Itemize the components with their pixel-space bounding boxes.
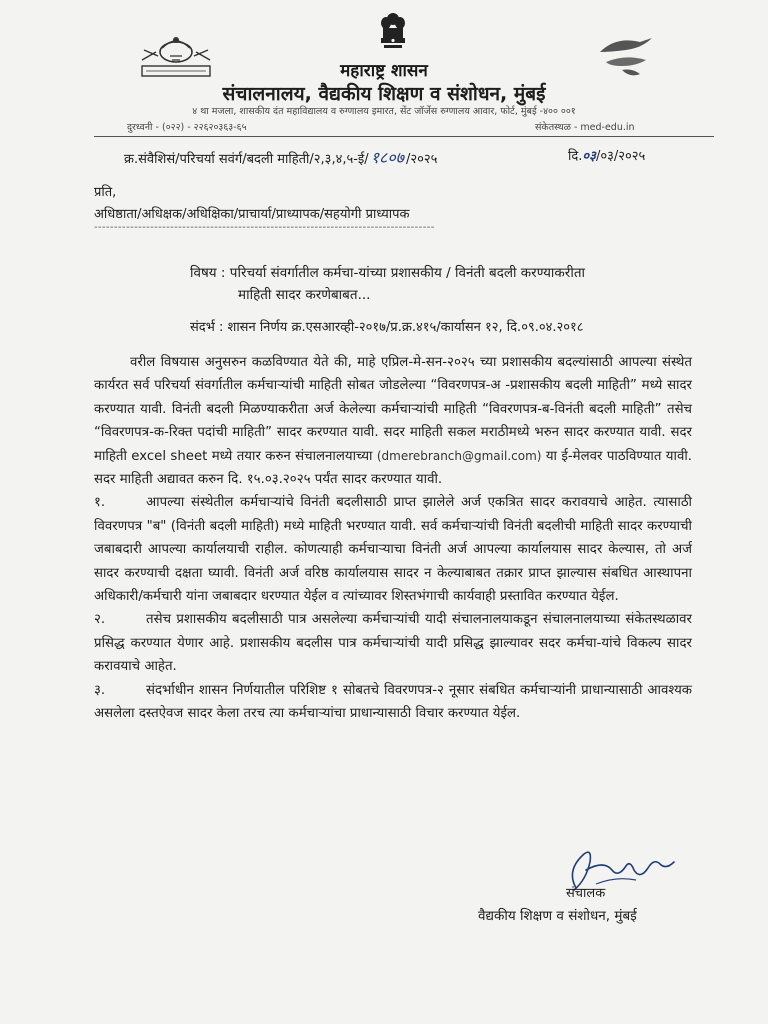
to-label: प्रति, xyxy=(94,185,117,200)
paragraph-1 xyxy=(94,351,692,491)
subject-label: विषय : xyxy=(190,265,226,281)
signatory-department: वैद्यकीय शिक्षण व संशोधन, मुंबई xyxy=(478,908,637,924)
paragraph-1-part-b: या ई-मेलवर पाठविण्यात यावी. सदर माहिती अद्यावत करुन दि. १५.०३.२०२५ पर्यंत सादर करण्यात यावी. xyxy=(94,448,693,488)
item-3-number: ३. xyxy=(94,682,106,698)
letter-body xyxy=(94,351,692,726)
item-2-number: २. xyxy=(94,612,106,628)
date-day: ०३ xyxy=(582,149,596,164)
date-rest: /०३/२०२५ xyxy=(595,149,646,164)
office-address: ४ था मजला, शासकीय दंत महाविद्यालय व रुग्णालय इमारत, सेंट जॉर्जेस रुग्णालय आवार, फोर्ट, मुंबई -४०० ००१ xyxy=(192,106,576,117)
letter-date xyxy=(568,146,645,164)
item-2 xyxy=(94,608,692,678)
date-prefix: दि. xyxy=(568,149,583,164)
item-2-text: तसेच प्रशासकीय बदलीसाठी पात्र असलेल्या कर्मचाऱ्यांची यादी संचालनालयाकडून संचालनालयाच्या संकेतस्थळावर प्रसिद्ध करण्यात येणार आहे. प्रशासकीय बदलीस पात्र कर्मचाऱ्यांची यादी प्रसिद्ध झाल्यावर सदर कर्मचा-यांचे विकल्प सादर करावयाचे आहेत. xyxy=(94,612,692,675)
reference-suffix: /२०२५ xyxy=(405,152,438,167)
reference-number xyxy=(124,146,437,168)
dashed-divider: ------------------------------------------------------------------------------------- xyxy=(94,222,435,233)
item-1-text: आपल्या संस्थेतील कर्मचाऱ्यांचे विनंती बदलीसाठी प्राप्त झालेले अर्ज एकत्रित सादर करावयाचे आहेत. त्यासाठी विवरणपत्र "ब" (विनंती बदली माहिती) मध्ये माहिती भरण्यात यावी. सर्व कर्मचाऱ्यांची विनंती बदलीची माहिती सादर करण्याची जबाबदारी आपल्या कार्यालयाची राहील. कोणत्याही कर्मचाऱ्याचा विनंती अर्ज आपल्या कार्यालयास सादर केल्यास, तो अर्ज सादर करण्याची दक्षता घ्यावी. विनंती अर्ज वरिष्ठ कार्यालयास सादर न केल्याबाबत तक्रार प्राप्त झाल्यास संबधित आस्थापना अधिकारी/कर्मचारी यांना जबाबदार धरण्यात येईल व त्यांच्यावर शिस्तभंगाची कार्यवाही प्रस्तावित करण्यात येईल. xyxy=(94,495,692,605)
subject-line-2: माहिती सादर करणेबाबत... xyxy=(238,287,371,303)
reference-prefix: क्र.संवैशिसं/परिचर्या सवंर्ग/बदली माहिती/२,३,४,५-ई/ xyxy=(124,152,369,167)
item-3-text: संदर्भाधीन शासन निर्णयातील परिशिष्ट १ सोबतचे विवरणपत्र-२ नूसार संबधित कर्मचाऱ्यांनी प्राधान्यासाठी आवश्यक असलेला दस्तऐवज सादर केला तरच त्या कर्मचाऱ्यांचा प्राधान्यासाठी विचार करण्यात येईल. xyxy=(94,682,692,722)
reference-gr: संदर्भ : शासन निर्णय क्र.एसआरव्ही-२०१७/प्र.क्र.४१५/कार्यासन १२, दि.०९.०४.२०१८ xyxy=(190,320,584,335)
item-1 xyxy=(94,491,692,608)
email-address: (dmerebranch@gmail.com) xyxy=(376,448,542,463)
paragraph-1-part-a: वरील विषयास अनुसरुन कळविण्यात येते की, माहे एप्रिल-मे-सन-२०२५ च्या प्रशासकीय बदल्यांसाठी आपल्या संस्थेत कार्यरत सर्व परिचर्या संवर्गातील कर्मचाऱ्यांची माहिती सोबत जोडलेल्या “विवरणपत्र-अ -प्रशासकीय बदली माहिती” मध्ये सादर करण्यात यावी. विनंती बदली मिळण्याकरीता अर्ज केलेल्या कर्मचाऱ्यांची माहिती “विवरणपत्र-ब-विनंती बदली माहिती” तसेच “विवरणपत्र-क-रिक्त पदांची माहिती” सादर करण्यात यावी. सदर माहिती सकल मराठीमध्ये भरुन सादर करण्यात यावी. सदर माहिती excel sheet मध्ये तयार करुन संचालनालयाच्या xyxy=(94,355,692,464)
recipients: अधिष्ठाता/अधिक्षक/अधिक्षिका/प्राचार्या/प्राध्यापक/सहयोगी प्राध्यापक xyxy=(94,207,410,222)
item-3 xyxy=(94,679,692,726)
item-1-number: १. xyxy=(94,495,106,511)
signatory-title: संचालक xyxy=(566,886,606,901)
header-divider xyxy=(94,136,714,137)
phone-number: दुरध्वनी - (०२२) - २२६२०३६३-६५ xyxy=(127,122,247,133)
department-name: संचालनालय, वैद्यकीय शिक्षण व संशोधन, मुंबई xyxy=(222,83,546,105)
website: संकेतस्थळ - med-edu.in xyxy=(535,122,635,133)
subject xyxy=(190,262,690,306)
subject-line-1: परिचर्या संवर्गातील कर्मचा-यांच्या प्रशासकीय / विनंती बदली करण्याकरीता xyxy=(229,265,586,281)
government-name: महाराष्ट्र शासन xyxy=(340,61,428,81)
national-emblem-icon xyxy=(378,10,408,54)
handwritten-number: १८०७ xyxy=(370,148,404,167)
